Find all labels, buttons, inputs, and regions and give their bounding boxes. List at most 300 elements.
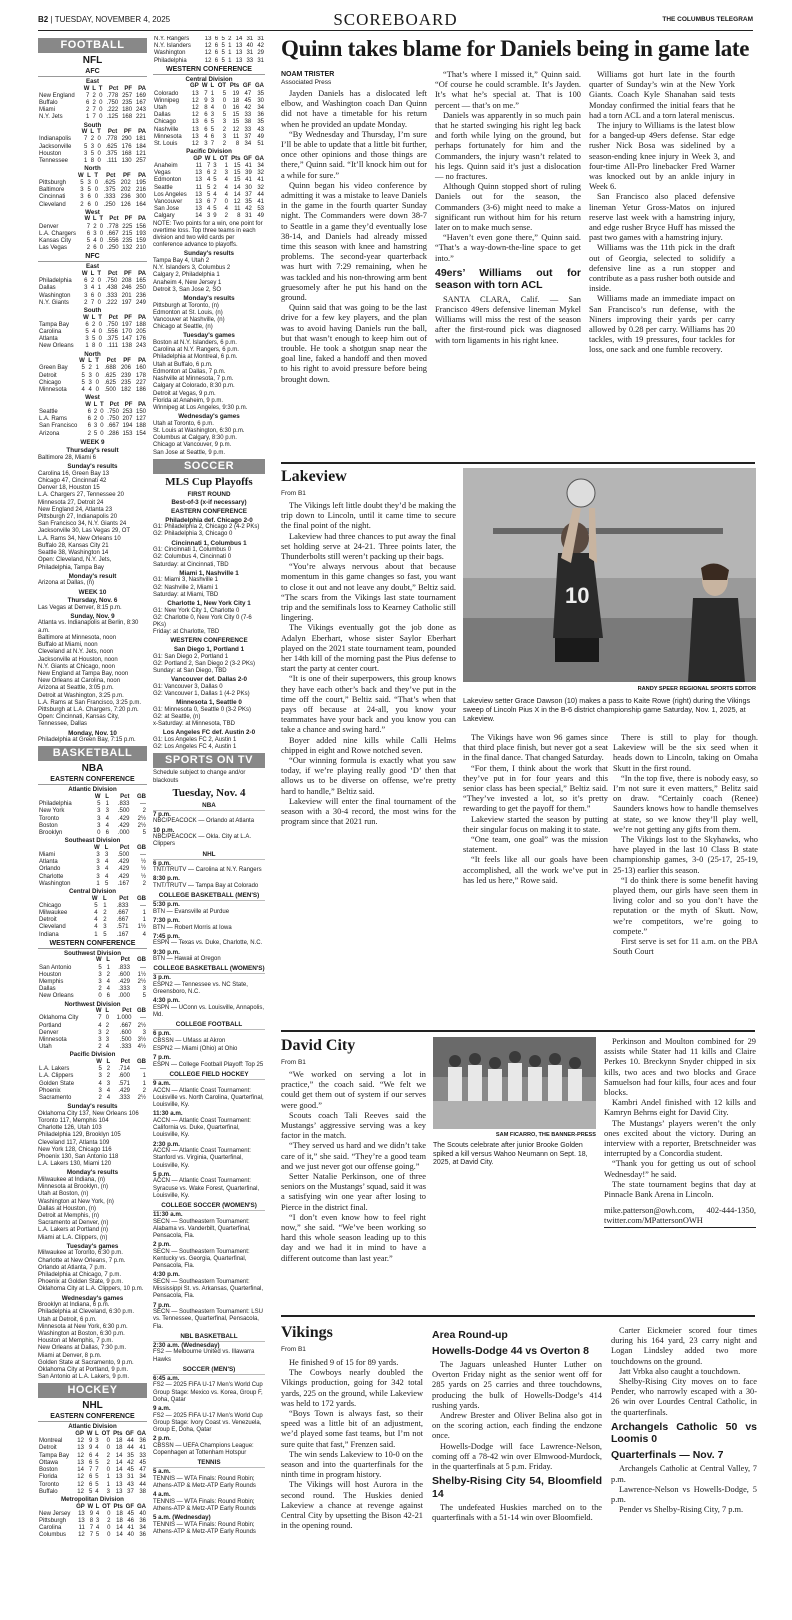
body-paragraph: “That’s where I missed it,” Quinn said. “Of course he could scramble. It’s Jayden. It’s what he’s special at. That is 100 percent — that’s on me.” [435,70,581,110]
table-cell: 45 [127,1467,134,1474]
standings-table [38,1431,147,1496]
table-row [153,98,265,105]
table-cell: 207 [122,416,133,423]
table-cell: 0 [98,321,102,328]
body-paragraph: The win sends Lakeview to 10-0 on the season and into the quarterfinals for the ninth time in program history. [281,1449,423,1480]
standings-table [38,129,147,165]
result-line: Utah at Buffalo, 6 p.m. [153,361,213,368]
soccer-band: SOCCER [153,459,265,474]
result-line: New York 128, Chicago 116 [38,1146,112,1153]
result-line: x-Saturday: at Minnesota, TBD [153,721,235,728]
body-paragraph: The undefeated Huskies marched on to the quarterfinals with a 51-14 win over Bloomfield. [432,1503,602,1523]
tv-listing: ACCN — Atlantic Coast Tournament: California vs. Duke, Quarterfinal, Louisville, Ky. [153,1117,251,1139]
table-cell: .778 [106,92,119,99]
table-cell: 164 [135,201,146,208]
result-line: Oklahoma City at Portland, 9 p.m. [38,1367,129,1374]
table-cell: 4 [224,177,228,184]
table-cell: 4 [105,859,109,866]
tv-time: 6 p.m. [153,859,171,867]
table-cell: 6 [204,112,208,119]
table-cell: 13 [192,126,199,133]
table-cell: 4 [210,105,215,112]
table-cell: Washington [39,292,71,299]
tv-listing: SECN — Southeastern Tournament: Mississippi St. vs. Arkansas, Quarterfinal, Pensacola, Fla. [153,1278,264,1300]
body-paragraph: “It feels like all our goals have been accomplished, all the work we’ve put in has led us here,” Rowe said. [463,855,608,885]
table-cell: 205 [135,329,146,336]
conference-name: NFC [38,252,147,262]
table-row [153,163,265,170]
table-cell: 1 [142,1080,146,1087]
table-cell: Arizona [39,430,60,437]
table-cell: 1 [106,1481,110,1488]
result-line: G2: Nashville 2, Miami 1 [153,584,219,591]
division-name: West [85,394,100,402]
table-cell: 13 [195,170,202,177]
results-heading: WEEK 9 [80,438,105,446]
table-cell: 11 [195,163,202,170]
story2-caption: Lakeview setter Grace Dawson (10) makes a pass to Kaite Rowe (right) during the Vikings sweep of Lincoln Pius X in the B-6 district championship game Saturday, Nov. 1, 2025, at Lakeview. [463,696,751,723]
table-cell: 32 [257,170,264,177]
division-name: South [83,121,102,129]
table-cell: 5 [103,931,107,938]
table-cell: Montreal [39,1438,63,1445]
table-cell: .750 [107,416,119,423]
table-cell: San Jose [154,206,180,213]
tv-category: COLLEGE FOOTBALL [153,1021,265,1030]
table-cell: 197 [121,299,132,306]
table-cell: 5 [207,184,211,191]
table-cell: 47 [139,1467,146,1474]
table-cell: 34 [139,1525,146,1532]
table-cell: 3 [87,180,91,187]
tv-day: Tuesday, Nov. 4 [172,786,246,799]
table-row [38,373,147,380]
table-cell: Washington [154,50,186,57]
table-cell: 4 [81,387,85,394]
tv-time: 5 p.m. [153,1170,171,1178]
table-cell: .833 [116,902,129,909]
result-line: Philadelphia at Green Bay, 7:15 p.m. [38,737,136,744]
table-header-cell [38,315,81,322]
table-cell: 34 [244,141,252,148]
results-heading: Charlotte 1, New York City 1 [167,599,251,607]
story1-headline: Quinn takes blame for Daniels being in game late [281,36,750,61]
division-name: North [84,165,101,173]
table-cell: Dallas [39,986,56,993]
table-cell: Green Bay [39,365,68,372]
table-cell: 6 [86,100,90,106]
tv-time: 10 p.m. [153,826,175,834]
table-row [38,151,147,158]
tv-category: NBL BASKETBALL [153,1333,265,1342]
table-cell: 2½ [137,1095,146,1101]
table-cell: — [140,1015,146,1022]
table-cell: .556 [106,238,119,245]
table-cell: 31 [246,36,254,42]
tv-listing: SECN — Southeastern Tournament: Alabama vs. Vanderbilt, Quarterfinal, Pensacola, Fla. [153,1218,251,1239]
tv-time: 11:30 a.m. [153,1210,183,1218]
table-cell: 202 [120,180,131,187]
table-cell: 13 [77,1459,84,1466]
table-cell: 7 [90,299,95,306]
table-cell: 169 [135,92,146,99]
table-cell: 0 [107,1525,111,1532]
table-cell: 1 [85,343,89,350]
table-header-cell: W [96,957,102,964]
table-cell: Phoenix [39,1087,61,1094]
table-row [38,965,147,972]
table-cell: 6 [87,409,91,416]
tv-time: 7 p.m. [153,810,171,818]
table-cell: 3 [98,978,102,985]
table-header-cell: Pct [120,957,130,964]
table-header-cell: PF [124,401,133,408]
section-title: SCOREBOARD [333,10,458,29]
table-cell: 11 [78,1525,85,1532]
table-cell: Carolina [39,1525,62,1532]
table-cell: 2 [88,365,92,372]
table-cell: .500 [119,1036,132,1043]
table-cell: 49 [257,133,264,140]
table-cell: 7 [98,1015,102,1022]
table-cell: .000 [117,829,130,836]
table-row [38,1474,147,1481]
table-cell: 31 [246,50,254,57]
table-row [38,1037,147,1044]
table-cell: .429 [117,866,130,873]
result-line: Orlando at Atlanta, 7 p.m. [38,1264,107,1271]
game1-subhead: Howells-Dodge 44 vs Overton 8 [432,1344,589,1357]
table-cell: 126 [120,201,131,208]
body-paragraph: Lawrence-Nelson vs Howells-Dodge, 5 p.m. [611,1484,757,1504]
table-cell: 121 [135,150,146,157]
standings-table [38,1504,147,1540]
rule-3 [281,1315,755,1317]
table-cell: 186 [135,387,146,394]
table-cell: 0 [98,993,102,1000]
body-paragraph: “It is one of their superpowers, this group knows they have each other’s back and they’ve put in the time off the court,” Beltiz said. “That’s when that pays off because at 24-all, you know your teammates have your back and you know you can take a chance and swing hard.” [281,674,456,735]
table-row [153,91,265,98]
football-band: FOOTBALL [38,38,147,53]
tv-time: 9 a.m. [153,1080,171,1088]
division-name: Southwest Division [63,949,122,957]
tv-listing: FS2 — 2025 FIFA U-17 Men's World Cup Group Stage: Mexico vs. Korea, Group F, Doha, Qatar [153,1382,263,1403]
body-paragraph: Boyer added nine kills while Calli Helms chipped in eight and Rowe notched seven. [281,735,456,755]
table-row [38,852,147,859]
table-cell: .750 [105,278,118,285]
table-header-cell: GA [137,1503,146,1510]
result-line: G2: Charlotte 0, New York City 0 (7-6 PKs) [153,614,252,628]
table-row [38,1467,147,1474]
table-cell: 2 [93,416,98,423]
table-cell: 3 [88,372,92,379]
table-header-cell: L [93,401,98,408]
table-header-cell: PF [124,216,133,223]
tv-listing: BTN — Hawaii at Oregon [153,956,221,963]
table-cell: Milwaukee [39,909,68,916]
table-header-cell: W [201,83,208,90]
table-cell: 0 [99,114,103,121]
result-line: Boston at N.Y. Islanders, 6 p.m. [153,340,237,347]
table-cell: 11 [195,184,202,191]
tv-listing: NBC/PEACOCK — Orlando at Atlanta [153,818,255,825]
volleyball-photo [463,468,756,682]
story3-caption: The Scouts celebrate after junior Brooke Golden spiked a kill versus Wahoo Neumann on Sept. 18, 2025, at David City. [433,1142,588,1167]
table-header-cell: L [92,216,97,223]
series-note: Best-of-3 (x-if necessary) [171,499,247,507]
table-cell: 2 [222,141,227,148]
result-line: Las Vegas at Denver, 8:15 p.m. [38,604,122,611]
story4-column-1 [281,1358,423,1618]
table-cell: 5 [221,50,225,57]
table-cell: 9 [89,1510,94,1517]
table-header-cell: GP [75,1431,84,1438]
table-cell: 5 [87,187,91,194]
standings-table [153,36,265,65]
table-cell: Tampa Bay [39,1452,70,1459]
table-cell: 2 [92,100,96,106]
table-cell: 6 [210,133,215,140]
table-cell: 0 [95,379,99,386]
table-cell: 5 [210,119,215,126]
table-cell: Memphis [39,978,64,985]
table-cell: 300 [135,194,146,201]
result-line: Friday: at Charlotte, TBD [153,629,220,636]
table-row [38,336,147,343]
table-cell: San Antonio [39,964,72,971]
table-row [153,213,265,220]
tv-time: 7 p.m. [153,1054,171,1062]
table-header-cell: L [102,895,107,902]
table-cell: — [140,851,146,858]
table-cell: 12 [192,105,199,112]
table-header-cell [38,1431,73,1438]
table-cell: St. Louis [154,141,178,148]
table-cell: 2½ [137,1022,146,1029]
celebration-photo [433,1037,596,1129]
table-cell: 6 [89,1481,93,1488]
table-cell: 16 [232,105,240,112]
results-heading: Cincinnati 1, Columbus 1 [171,539,247,547]
table-cell: 7 [204,90,208,97]
story4-from: From B1 [281,1346,306,1353]
table-header-cell: W [96,1058,102,1065]
table-cell: 3 [96,859,100,866]
table-cell: 3 [106,1080,111,1087]
table-cell: 0 [99,92,103,99]
table-cell: 0 [95,372,99,379]
table-cell: 5 [81,379,85,386]
table-cell: 154 [135,430,146,437]
result-line: Vancouver at Nashville, (n) [153,317,225,324]
body-paragraph: “I do think there is some benefit having played them, our girls have seen them in living color and so you don’t have the reputation or the myth of Skutt. Now, we’re competitors, we’re going to compete.” [613,875,758,936]
table-cell: 7 [213,199,217,206]
table-cell: 0 [97,150,101,157]
table-cell: 38 [244,119,252,126]
table-cell: 5 [222,112,227,119]
table-cell: 4 [106,1095,111,1101]
body-paragraph: “We worked on serving a lot in practice,” the coach said. “We felt we could get them out of system if our serves were good.” [281,1070,426,1110]
table-cell: 194 [122,423,133,430]
table-cell: 0 [98,343,102,350]
table-cell: .688 [104,365,116,372]
body-paragraph: Quinn said that was going to be the last drive for a few key players, and the plan was to avoid having Daniels run the ball, but that wasn’t enough to keep him out of trouble. He took a shotgun snap near the goal line, faked a handoff and then moved to his right to avoid pressure before being brought down. [281,303,427,384]
body-paragraph: “One team, one goal” was the mission statement. [463,835,608,855]
table-cell: Nashville [154,126,179,133]
table-header-cell: PA [138,401,146,408]
table-cell: Charlotte [39,873,64,880]
table-cell: 5 [94,902,98,909]
table-cell: 0 [222,105,227,112]
table-cell: 0 [94,194,99,201]
result-line: San Antonio at L.A. Lakers, 9 p.m. [38,1374,130,1381]
table-cell: 1 [103,902,107,909]
table-cell: .750 [107,409,119,416]
body-paragraph: SANTA CLARA, Calif. — San Francisco 49ers defensive lineman Mykel Williams will miss the rest of the season after the first-round pick was diagnosed with torn ligaments in his right knee. [435,294,581,345]
result-line: G1: Vancouver 3, Dallas 0 [153,683,223,690]
table-header-cell: GF [242,83,252,90]
result-line: Florida at Anaheim, 9 p.m. [153,397,224,404]
table-cell: 206 [120,365,131,372]
table-cell: 4 [92,329,96,336]
table-row [38,329,147,336]
table-cell: New York [39,808,65,815]
body-paragraph: Lakeview had three chances to put away the final set holding serve at 24-21. Three points later, the Thunderbolts still weren’t packing up their bags. [281,531,456,562]
body-paragraph: The Vikings left little doubt they’d be making the trip down to Lincoln, until it came time to secure the final point of the night. [281,501,456,531]
table-cell: 168 [121,150,132,157]
table-cell: 201 [121,292,132,299]
table-cell: .250 [106,245,119,252]
table-cell: .778 [106,223,119,230]
table-cell: 7 [83,136,88,143]
tv-category: NHL [153,851,265,860]
table-row [38,343,147,350]
table-cell: 4 [105,822,109,829]
body-paragraph: The Vikings lost to the Skyhawks, who have played in the last 10 Class B state championship games, 3-0 (25-17, 25-19, 25-13) earlier this season. [613,835,758,875]
story4-column-2 [432,1326,602,1618]
table-cell: 5 [98,1066,102,1073]
table-cell: 4 [207,206,211,213]
table-cell: 182 [120,387,131,394]
table-cell: 40 [246,43,254,50]
table-row [38,1453,147,1460]
table-row [38,107,147,114]
table-cell: 14 [233,184,241,191]
table-cell: New Orleans [39,993,74,1000]
roundup-title: Area Round-up [432,1329,508,1341]
tv-time: 9 a.m. [153,1404,171,1412]
table-row [153,177,265,184]
result-line: L.A. Lakers 130, Miami 120 [38,1161,112,1168]
table-header-cell: W [87,1503,94,1510]
body-paragraph: The Vikings have won 96 games since that third place finish, but never got a seat in the final dance. That changed Saturday. [463,733,608,763]
table-header-cell: L [106,1058,111,1065]
table-cell: 14 [115,1467,123,1474]
table-cell: 2 [105,1022,110,1029]
table-cell: 37 [127,1488,134,1495]
results-heading: Sunday's results [67,463,118,471]
table-cell: 35 [127,1452,134,1459]
page-number: B2 | TUESDAY, NOVEMBER 4, 2025 [38,15,171,24]
story2-headline: Lakeview [281,468,347,485]
table-cell: 5 [97,801,101,808]
tv-category: COLLEGE FIELD HOCKEY [153,1071,265,1080]
table-row [38,322,147,329]
result-line: Charlotte at New Orleans, 7 p.m. [38,1257,126,1264]
table-cell: 5 [105,880,109,887]
table-cell: 31 [127,1474,134,1481]
table-cell: 2 [103,909,107,916]
table-header-cell: PF [124,85,133,92]
table-cell: 33 [246,57,254,64]
table-cell: 184 [135,143,146,150]
body-paragraph: Archangels Catholic at Central Valley, 7 p.m. [611,1464,757,1484]
results-heading: Monday's results [183,295,235,303]
table-cell: 4 [224,191,228,198]
table-cell: 181 [135,136,146,143]
table-cell: Washington [39,880,71,887]
table-cell: Detroit [39,917,57,924]
result-line: New Orleans at Carolina, noon [38,678,121,685]
table-cell: Detroit [39,1445,57,1452]
table-cell: 8 [89,1517,94,1524]
table-cell: 12 [233,199,241,206]
table-cell: Columbus [39,1532,67,1539]
volleyball-photo-image [463,468,756,682]
table-cell: 225 [122,223,133,230]
tv-time: 3 p.m. [153,974,171,982]
table-header-cell: GA [255,155,264,162]
table-row [38,979,147,986]
tv-time: 2 p.m. [153,1241,171,1249]
story4-column-3 [611,1326,757,1618]
table-row [38,423,147,430]
table-cell: 5 [142,993,146,1000]
table-cell: 13 [235,57,243,64]
results-heading: Vancouver def. Dallas 2-0 [171,676,247,684]
result-line: L.A. Chargers 27, Tennessee 20 [38,492,124,499]
table-cell: Atlanta [39,859,58,866]
table-cell: 6 [214,43,219,50]
table-cell: 13 [204,36,212,42]
result-line: Oklahoma City at L.A. Clippers, 10 p.m. [38,1286,144,1293]
table-cell: 18 [116,1517,123,1524]
table-cell: 4 [204,133,208,140]
table-cell: 168 [122,114,133,121]
table-cell: 4 [207,177,211,184]
result-line: Milwaukee at Indiana, (n) [38,1177,106,1184]
table-cell: 41 [127,1525,135,1532]
table-cell: .667 [106,230,119,237]
table-cell: 3 [210,112,215,119]
table-cell: 1.000 [116,1015,132,1022]
story3-photo-credit: SAM FICARRO, THE BANNER-PRESS [495,1132,596,1138]
table-cell: Chicago [39,902,62,909]
table-cell: 0 [105,1015,110,1022]
table-cell: 4 [224,184,228,191]
result-line: G1: New York City 1, Charlotte 0 [153,607,240,614]
table-header-cell: GF [125,1431,134,1438]
result-line: Tampa Bay 4, Utah 2 [153,258,210,265]
table-cell: 0 [97,829,101,836]
table-cell: .429 [117,873,130,880]
body-paragraph: Quinn began his video conference by admitting it was a mistake to leave Daniels in the game in the fourth quarter Sunday night. The Commanders were down 38-7 to Seattle in a game they’d eventually lose 38-14, and Daniels had already missed time this season with knee and hamstring problems. The second-year quarterback was hurt with 7:29 remaining, when he was tackled and his non-throwing arm bent gruesomely after he put his hand on the ground. [281,180,427,303]
table-cell: 6 [87,194,91,201]
tv-listing: CBSSN — UEFA Champions League: Copenhagen at Tottenham Hotspur [153,1442,254,1456]
table-cell: 170 [121,329,132,336]
results-heading: Sunday's results [67,1103,118,1111]
table-row [38,859,147,866]
